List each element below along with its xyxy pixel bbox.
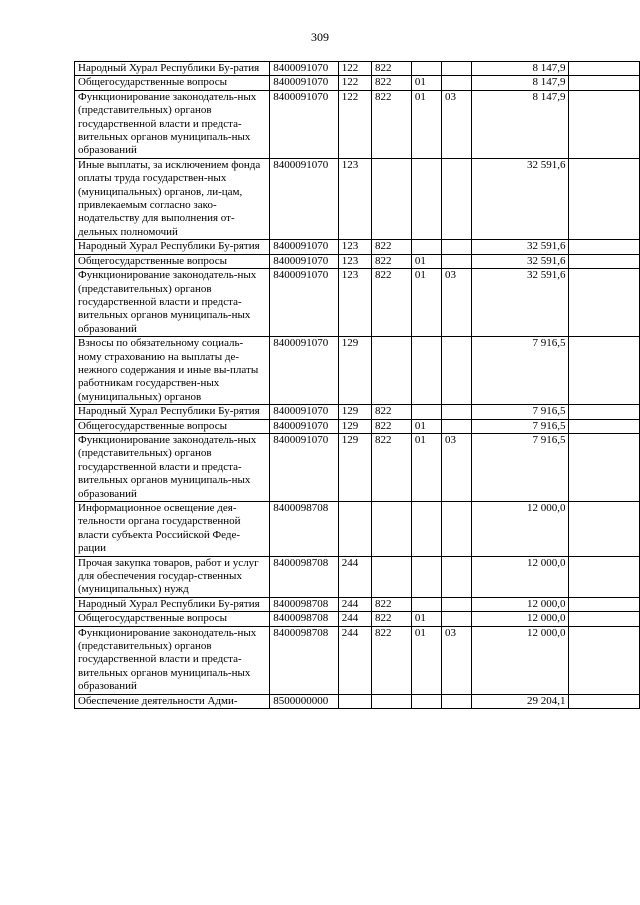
empty-column-cell (569, 62, 640, 76)
administrator-code-cell: 822 (372, 433, 412, 501)
expense-type-code-cell: 129 (338, 337, 371, 405)
target-article-code-cell: 8400098708 (270, 556, 339, 597)
budget-table (74, 61, 640, 709)
table-row (75, 76, 640, 90)
subsection-code-cell (441, 62, 471, 76)
administrator-code-cell: 822 (372, 90, 412, 158)
subsection-code-cell: 03 (441, 269, 471, 337)
target-article-code-cell: 8400091070 (270, 62, 339, 76)
section-code-cell: 01 (411, 419, 441, 433)
empty-column-cell (569, 76, 640, 90)
target-article-code-cell: 8400091070 (270, 254, 339, 268)
amount-cell: 8 147,9 (472, 90, 569, 158)
table-row (75, 337, 640, 405)
subsection-code-cell (441, 158, 471, 239)
administrator-code-cell (372, 502, 412, 557)
administrator-code-cell: 822 (372, 62, 412, 76)
row-name-cell: Прочая закупка товаров, работ и услуг для обеспечения государ-ственных (муниципальных) нужд (75, 556, 270, 597)
expense-type-code-cell (338, 502, 371, 557)
administrator-code-cell (372, 694, 412, 708)
amount-cell: 7 916,5 (472, 419, 569, 433)
empty-column-cell (569, 612, 640, 626)
target-article-code-cell: 8400098708 (270, 626, 339, 694)
expense-type-code-cell: 129 (338, 405, 371, 419)
budget-table-body (75, 62, 640, 709)
row-name-cell: Народный Хурал Республики Бу-рятия (75, 405, 270, 419)
administrator-code-cell (372, 556, 412, 597)
expense-type-code-cell: 122 (338, 76, 371, 90)
amount-cell: 7 916,5 (472, 405, 569, 419)
empty-column-cell (569, 556, 640, 597)
administrator-code-cell: 822 (372, 405, 412, 419)
row-name-cell: Функционирование законодатель-ных (представительных) органов государственной власти и предста-вительных органов муниципаль-ных образований (75, 269, 270, 337)
row-name-cell: Иные выплаты, за исключением фонда оплаты труда государствен-ных (муниципальных) органов, ли-цам, привлекаемым согласно зако-нодательству для выполнения от-дельных полномочий (75, 158, 270, 239)
empty-column-cell (569, 597, 640, 611)
row-name-cell: Народный Хурал Республики Бу-рятия (75, 240, 270, 254)
expense-type-code-cell: 123 (338, 158, 371, 239)
row-name-cell: Функционирование законодатель-ных (представительных) органов государственной власти и предста-вительных органов муниципаль-ных образований (75, 626, 270, 694)
amount-cell: 8 147,9 (472, 62, 569, 76)
subsection-code-cell: 03 (441, 626, 471, 694)
administrator-code-cell (372, 337, 412, 405)
administrator-code-cell: 822 (372, 76, 412, 90)
table-row (75, 612, 640, 626)
subsection-code-cell (441, 76, 471, 90)
target-article-code-cell: 8400091070 (270, 269, 339, 337)
section-code-cell: 01 (411, 433, 441, 501)
empty-column-cell (569, 502, 640, 557)
subsection-code-cell (441, 419, 471, 433)
amount-cell: 32 591,6 (472, 240, 569, 254)
subsection-code-cell: 03 (441, 90, 471, 158)
target-article-code-cell: 8400098708 (270, 502, 339, 557)
expense-type-code-cell: 123 (338, 240, 371, 254)
amount-cell: 12 000,0 (472, 597, 569, 611)
section-code-cell: 01 (411, 626, 441, 694)
expense-type-code-cell: 122 (338, 62, 371, 76)
empty-column-cell (569, 337, 640, 405)
row-name-cell: Функционирование законодатель-ных (представительных) органов государственной власти и предста-вительных органов муниципаль-ных образований (75, 433, 270, 501)
expense-type-code-cell: 123 (338, 269, 371, 337)
row-name-cell: Общегосударственные вопросы (75, 254, 270, 268)
table-row (75, 405, 640, 419)
expense-type-code-cell: 123 (338, 254, 371, 268)
expense-type-code-cell: 244 (338, 626, 371, 694)
empty-column-cell (569, 433, 640, 501)
administrator-code-cell: 822 (372, 254, 412, 268)
target-article-code-cell: 8400091070 (270, 90, 339, 158)
expense-type-code-cell: 129 (338, 433, 371, 501)
expense-type-code-cell: 129 (338, 419, 371, 433)
empty-column-cell (569, 269, 640, 337)
amount-cell: 12 000,0 (472, 502, 569, 557)
subsection-code-cell (441, 694, 471, 708)
amount-cell: 7 916,5 (472, 337, 569, 405)
table-row (75, 269, 640, 337)
section-code-cell (411, 502, 441, 557)
expense-type-code-cell: 244 (338, 556, 371, 597)
subsection-code-cell (441, 597, 471, 611)
table-row (75, 90, 640, 158)
row-name-cell: Общегосударственные вопросы (75, 419, 270, 433)
row-name-cell: Взносы по обязательному социаль-ному страхованию на выплаты де-нежного содержания и иные вы-платы работникам государствен-ных (муниципальных) органов (75, 337, 270, 405)
target-article-code-cell: 8400091070 (270, 76, 339, 90)
expense-type-code-cell: 244 (338, 597, 371, 611)
section-code-cell (411, 240, 441, 254)
page-number: 309 (311, 30, 329, 44)
amount-cell: 12 000,0 (472, 626, 569, 694)
administrator-code-cell: 822 (372, 626, 412, 694)
amount-cell: 32 591,6 (472, 269, 569, 337)
row-name-cell: Народный Хурал Республики Бу-ратия (75, 62, 270, 76)
empty-column-cell (569, 405, 640, 419)
amount-cell: 32 591,6 (472, 254, 569, 268)
section-code-cell (411, 556, 441, 597)
target-article-code-cell: 8400098708 (270, 597, 339, 611)
section-code-cell (411, 405, 441, 419)
administrator-code-cell: 822 (372, 612, 412, 626)
administrator-code-cell (372, 158, 412, 239)
subsection-code-cell (441, 240, 471, 254)
row-name-cell: Информационное освещение дея-тельности органа государственной власти субъекта Российской Феде-рации (75, 502, 270, 557)
administrator-code-cell: 822 (372, 269, 412, 337)
empty-column-cell (569, 419, 640, 433)
target-article-code-cell: 8500000000 (270, 694, 339, 708)
section-code-cell: 01 (411, 269, 441, 337)
amount-cell: 29 204,1 (472, 694, 569, 708)
expense-type-code-cell: 244 (338, 612, 371, 626)
table-row (75, 502, 640, 557)
table-row (75, 626, 640, 694)
subsection-code-cell (441, 612, 471, 626)
section-code-cell (411, 337, 441, 405)
table-row (75, 158, 640, 239)
subsection-code-cell (441, 502, 471, 557)
section-code-cell (411, 62, 441, 76)
target-article-code-cell: 8400091070 (270, 433, 339, 501)
row-name-cell: Народный Хурал Республики Бу-рятия (75, 597, 270, 611)
administrator-code-cell: 822 (372, 240, 412, 254)
empty-column-cell (569, 90, 640, 158)
target-article-code-cell: 8400091070 (270, 337, 339, 405)
amount-cell: 12 000,0 (472, 612, 569, 626)
amount-cell: 7 916,5 (472, 433, 569, 501)
section-code-cell (411, 694, 441, 708)
table-row (75, 556, 640, 597)
subsection-code-cell (441, 337, 471, 405)
expense-type-code-cell (338, 694, 371, 708)
section-code-cell: 01 (411, 90, 441, 158)
amount-cell: 32 591,6 (472, 158, 569, 239)
table-row (75, 419, 640, 433)
section-code-cell: 01 (411, 254, 441, 268)
row-name-cell: Общегосударственные вопросы (75, 76, 270, 90)
section-code-cell (411, 597, 441, 611)
subsection-code-cell (441, 556, 471, 597)
target-article-code-cell: 8400091070 (270, 405, 339, 419)
target-article-code-cell: 8400098708 (270, 612, 339, 626)
table-row (75, 433, 640, 501)
expense-type-code-cell: 122 (338, 90, 371, 158)
row-name-cell: Общегосударственные вопросы (75, 612, 270, 626)
table-row (75, 254, 640, 268)
subsection-code-cell (441, 254, 471, 268)
table-row (75, 597, 640, 611)
subsection-code-cell (441, 405, 471, 419)
subsection-code-cell: 03 (441, 433, 471, 501)
empty-column-cell (569, 694, 640, 708)
target-article-code-cell: 8400091070 (270, 419, 339, 433)
empty-column-cell (569, 240, 640, 254)
empty-column-cell (569, 158, 640, 239)
amount-cell: 8 147,9 (472, 76, 569, 90)
administrator-code-cell: 822 (372, 419, 412, 433)
section-code-cell (411, 158, 441, 239)
section-code-cell: 01 (411, 612, 441, 626)
empty-column-cell (569, 254, 640, 268)
row-name-cell: Обеспечение деятельности Адми- (75, 694, 270, 708)
administrator-code-cell: 822 (372, 597, 412, 611)
row-name-cell: Функционирование законодатель-ных (представительных) органов государственной власти и предста-вительных органов муниципаль-ных образований (75, 90, 270, 158)
table-row (75, 694, 640, 708)
table-row (75, 62, 640, 76)
target-article-code-cell: 8400091070 (270, 240, 339, 254)
target-article-code-cell: 8400091070 (270, 158, 339, 239)
section-code-cell: 01 (411, 76, 441, 90)
amount-cell: 12 000,0 (472, 556, 569, 597)
table-row (75, 240, 640, 254)
empty-column-cell (569, 626, 640, 694)
